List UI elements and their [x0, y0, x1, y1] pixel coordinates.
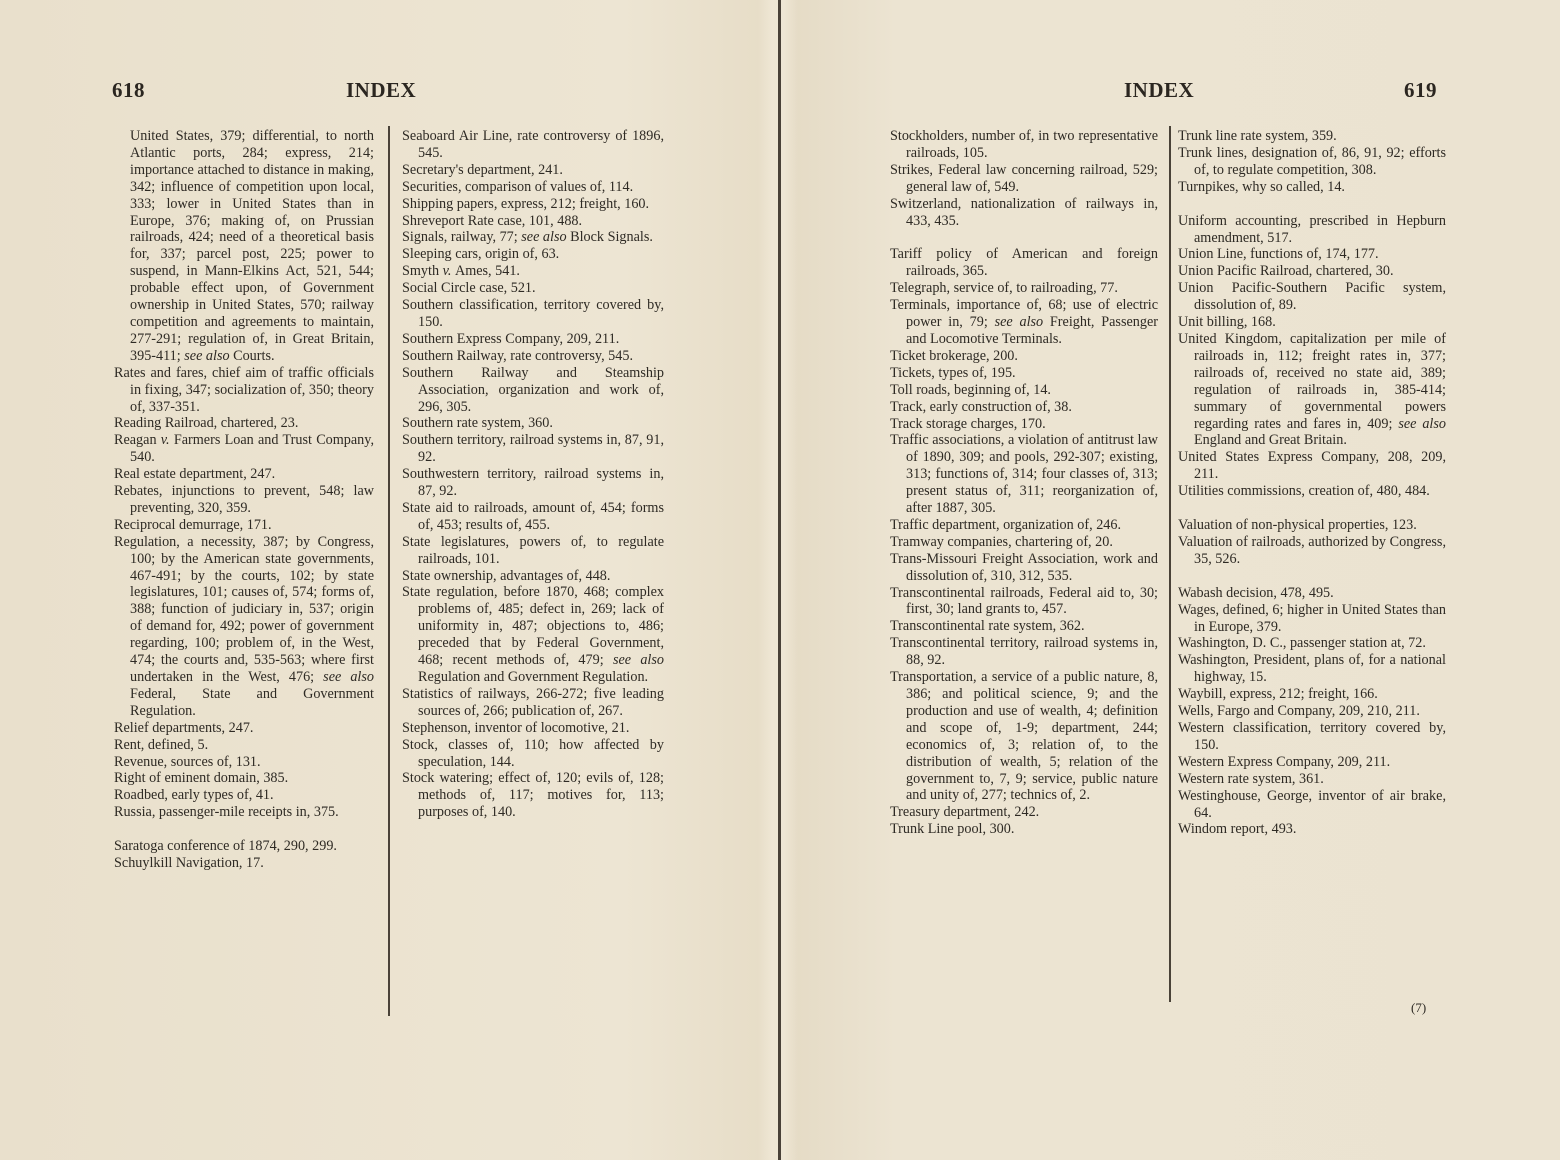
index-entry: Reading Railroad, chartered, 23.	[114, 415, 299, 432]
index-entry: Reagan v. Farmers Loan and Trust Company, 540.	[114, 432, 374, 466]
right-page	[780, 0, 1560, 1160]
italic-text: v.	[439, 263, 455, 280]
index-entry: Stock watering; effect of, 120; evils of, 128; methods of, 117; motives for, 113; purposes of, 140.	[402, 770, 664, 821]
index-entry: Trunk lines, designation of, 86, 91, 92; efforts of, to regulate competition, 308.	[1178, 144, 1446, 178]
index-entry: Southern Express Company, 209, 211.	[402, 330, 620, 347]
index-entry: Social Circle case, 521.	[402, 280, 536, 297]
index-entry: Valuation of non-physical properties, 123.	[1178, 517, 1417, 534]
index-entry: Track storage charges, 170.	[890, 415, 1046, 432]
index-entry: Transcontinental rate system, 362.	[890, 618, 1085, 635]
index-entry: Waybill, express, 212; freight, 166.	[1178, 686, 1378, 703]
index-column-2	[1178, 128, 1446, 838]
italic-text: see also	[323, 669, 374, 685]
running-head: INDEX	[1124, 78, 1195, 102]
index-entry: Rent, defined, 5.	[114, 736, 209, 753]
italic-text: see also	[184, 347, 230, 364]
index-entry: State ownership, advantages of, 448.	[402, 567, 611, 584]
italic-text: see also	[521, 229, 567, 246]
letter-break	[890, 229, 1158, 246]
index-entry: State regulation, before 1870, 468; complex problems of, 485; defect in, 269; lack of uniformity in, 487; objections to, 486; preceded that by Federal Government, 468; recent methods of, 479; see also Regulation and Government Regulation.	[402, 584, 664, 685]
index-entry: Western rate system, 361.	[1178, 770, 1324, 787]
index-entry: Southern classification, territory covered by, 150.	[402, 297, 664, 330]
index-entry: Transportation, a service of a public nature, 8, 386; and political science, 9; and the production and use of wealth, 4; definition and scope of, 1-9; department, 244; economics of, 3; relation of, to the distribution of wealth, 5; relation of the government to, 7, 9; service, public nature and unity of, 277; technics of, 2.	[890, 669, 1158, 804]
page-number: 619	[1404, 78, 1437, 102]
index-entry: Unit billing, 168.	[1178, 314, 1276, 331]
index-entry: Union Pacific-Southern Pacific system, dissolution of, 89.	[1178, 280, 1446, 314]
index-entry: State aid to railroads, amount of, 454; forms of, 453; results of, 455.	[402, 499, 664, 533]
index-entry: Telegraph, service of, to railroading, 77.	[890, 280, 1118, 297]
index-entry: Western Express Company, 209, 211.	[1178, 753, 1391, 770]
index-entry: Saratoga conference of 1874, 290, 299.	[114, 838, 337, 855]
letter-break	[1178, 196, 1446, 213]
index-entry: United States, 379; differential, to north Atlantic ports, 284; express, 214; importance attached to distance in making, 342; influence of competition upon local, 333; lower in United States than in Europe, 376; making of, on Prussian railroads, 424; need of a theoretical basis for, 337; parcel post, 225; power to suspend, in Mann-Elkins Act, 521, 544; probable effect upon, of Government ownership in United States, 570; railway competition and agreements to maintain, 277-291; regulation of, in Great Britain, 395-411; see also Courts.	[130, 128, 374, 364]
signature-mark: (7)	[1411, 1000, 1427, 1015]
index-entry: Wabash decision, 478, 495.	[1178, 584, 1334, 601]
index-entry: Tramway companies, chartering of, 20.	[890, 533, 1113, 550]
index-entry: Tickets, types of, 195.	[890, 364, 1016, 381]
index-entry: Rates and fares, chief aim of traffic officials in fixing, 347; socialization of, 350; theory of, 337-351.	[114, 364, 374, 415]
index-entry: Trunk line rate system, 359.	[1178, 128, 1337, 144]
index-entry: Union Line, functions of, 174, 177.	[1178, 246, 1379, 263]
index-entry: Real estate department, 247.	[114, 466, 276, 483]
running-head: INDEX	[346, 78, 417, 102]
index-entry: Valuation of railroads, authorized by Congress, 35, 526.	[1178, 533, 1446, 567]
index-entry: Switzerland, nationalization of railways in, 433, 435.	[890, 195, 1158, 229]
index-entry: Right of eminent domain, 385.	[114, 770, 289, 787]
index-entry: Shipping papers, express, 212; freight, 160.	[402, 195, 650, 212]
index-entry: Trans-Missouri Freight Association, work and dissolution of, 310, 312, 535.	[890, 550, 1158, 584]
index-entry: Schuylkill Navigation, 17.	[114, 855, 264, 872]
index-entry: Tariff policy of American and foreign railroads, 365.	[890, 246, 1158, 280]
index-entry: Southern rate system, 360.	[402, 415, 553, 432]
letter-break	[1178, 568, 1446, 585]
index-entry: Stockholders, number of, in two representative railroads, 105.	[890, 128, 1158, 161]
index-entry: Sleeping cars, origin of, 63.	[402, 246, 560, 263]
italic-text: see also	[1398, 415, 1446, 432]
index-entry: Stock, classes of, 110; how affected by speculation, 144.	[402, 736, 664, 770]
index-entry: Washington, D. C., passenger station at, 72.	[1178, 635, 1426, 652]
book-gutter	[778, 0, 781, 1160]
index-entry: Relief departments, 247.	[114, 719, 254, 736]
index-entry: Terminals, importance of, 68; use of electric power in, 79; see also Freight, Passenger and Locomotive Terminals.	[890, 297, 1158, 347]
index-entry: Strikes, Federal law concerning railroad, 529; general law of, 549.	[890, 161, 1158, 195]
index-column-2	[402, 128, 664, 821]
index-entry: Signals, railway, 77; see also Block Signals.	[402, 229, 653, 246]
index-entry: United Kingdom, capitalization per mile of railroads in, 112; freight rates in, 377; railroads of, received no state aid, 389; regulation of railroads in, 385-414; summary of governmental powers regarding rates and fares in, 409; see also England and Great Britain.	[1178, 330, 1446, 449]
index-entry: Seaboard Air Line, rate controversy of 1896, 545.	[402, 128, 664, 161]
index-entry: United States Express Company, 208, 209, 211.	[1178, 449, 1446, 483]
index-entry: Rebates, injunctions to prevent, 548; law preventing, 320, 359.	[114, 483, 374, 516]
index-column-1	[890, 128, 1158, 838]
index-entry: State legislatures, powers of, to regulate railroads, 101.	[402, 533, 664, 567]
index-entry: Stephenson, inventor of locomotive, 21.	[402, 719, 630, 736]
index-entry: Revenue, sources of, 131.	[114, 753, 261, 770]
index-entry: Transcontinental railroads, Federal aid to, 30; first, 30; land grants to, 457.	[890, 584, 1158, 618]
letter-break	[1178, 500, 1446, 517]
index-entry: Wages, defined, 6; higher in United States than in Europe, 379.	[1178, 601, 1446, 635]
italic-text: v.	[156, 432, 174, 449]
index-entry: Southern territory, railroad systems in, 87, 91, 92.	[402, 432, 664, 466]
index-entry: Reciprocal demurrage, 171.	[114, 516, 272, 533]
italic-text: see also	[612, 652, 664, 669]
index-entry: Southern Railway and Steamship Association, organization and work of, 296, 305.	[402, 364, 664, 415]
index-entry: Traffic associations, a violation of antitrust law of 1890, 309; and pools, 292-307; existing, 313; functions of, 314; four classes of, 313; present status of, 311; reorganization of, after 1887, 305.	[890, 432, 1158, 517]
index-entry: Russia, passenger-mile receipts in, 375.	[114, 804, 339, 821]
index-entry: Smyth v. Ames, 541.	[402, 263, 520, 280]
index-entry: Toll roads, beginning of, 14.	[890, 381, 1051, 398]
index-entry: Shreveport Rate case, 101, 488.	[402, 212, 583, 229]
index-entry: Treasury department, 242.	[890, 804, 1040, 821]
index-entry: Transcontinental territory, railroad systems in, 88, 92.	[890, 635, 1158, 669]
letter-break	[114, 821, 374, 838]
index-entry: Westinghouse, George, inventor of air brake, 64.	[1178, 787, 1446, 821]
index-entry: Wells, Fargo and Company, 209, 210, 211.	[1178, 703, 1420, 720]
index-entry: Ticket brokerage, 200.	[890, 347, 1018, 364]
index-entry: Secretary's department, 241.	[402, 161, 563, 178]
italic-text: see also	[994, 314, 1044, 331]
index-entry: Regulation, a necessity, 387; by Congress, 100; by the American state governments, 467-491; by the courts, 102; by state legislatures, 101; causes of, 574; forms of, 388; function of judiciary in, 537; origin of demand for, 492; power of government regarding, 100; problem of, in the West, 474; the courts and, 535-563; where first undertaken in the West, 476; see also Federal, State and Government Regulation.	[114, 533, 374, 719]
index-entry: Track, early construction of, 38.	[890, 398, 1072, 415]
index-entry: Union Pacific Railroad, chartered, 30.	[1178, 263, 1394, 280]
index-column-1	[114, 128, 374, 872]
index-entry: Traffic department, organization of, 246.	[890, 516, 1122, 533]
index-entry: Utilities commissions, creation of, 480, 484.	[1178, 483, 1430, 500]
page-number: 618	[112, 78, 145, 102]
index-entry: Trunk Line pool, 300.	[890, 821, 1015, 838]
index-entry: Roadbed, early types of, 41.	[114, 787, 274, 804]
index-entry: Western classification, territory covered by, 150.	[1178, 720, 1446, 753]
index-entry: Southern Railway, rate controversy, 545.	[402, 347, 634, 364]
column-rule	[1169, 126, 1171, 1002]
index-entry: Statistics of railways, 266-272; five leading sources of, 266; publication of, 267.	[402, 685, 664, 719]
index-entry: Southwestern territory, railroad systems in, 87, 92.	[402, 466, 664, 500]
index-entry: Washington, President, plans of, for a national highway, 15.	[1178, 652, 1446, 686]
column-rule	[388, 126, 390, 1016]
index-entry: Turnpikes, why so called, 14.	[1178, 178, 1345, 195]
index-entry: Securities, comparison of values of, 114.	[402, 178, 634, 195]
index-entry: Uniform accounting, prescribed in Hepburn amendment, 517.	[1178, 212, 1446, 246]
index-entry: Windom report, 493.	[1178, 821, 1297, 838]
